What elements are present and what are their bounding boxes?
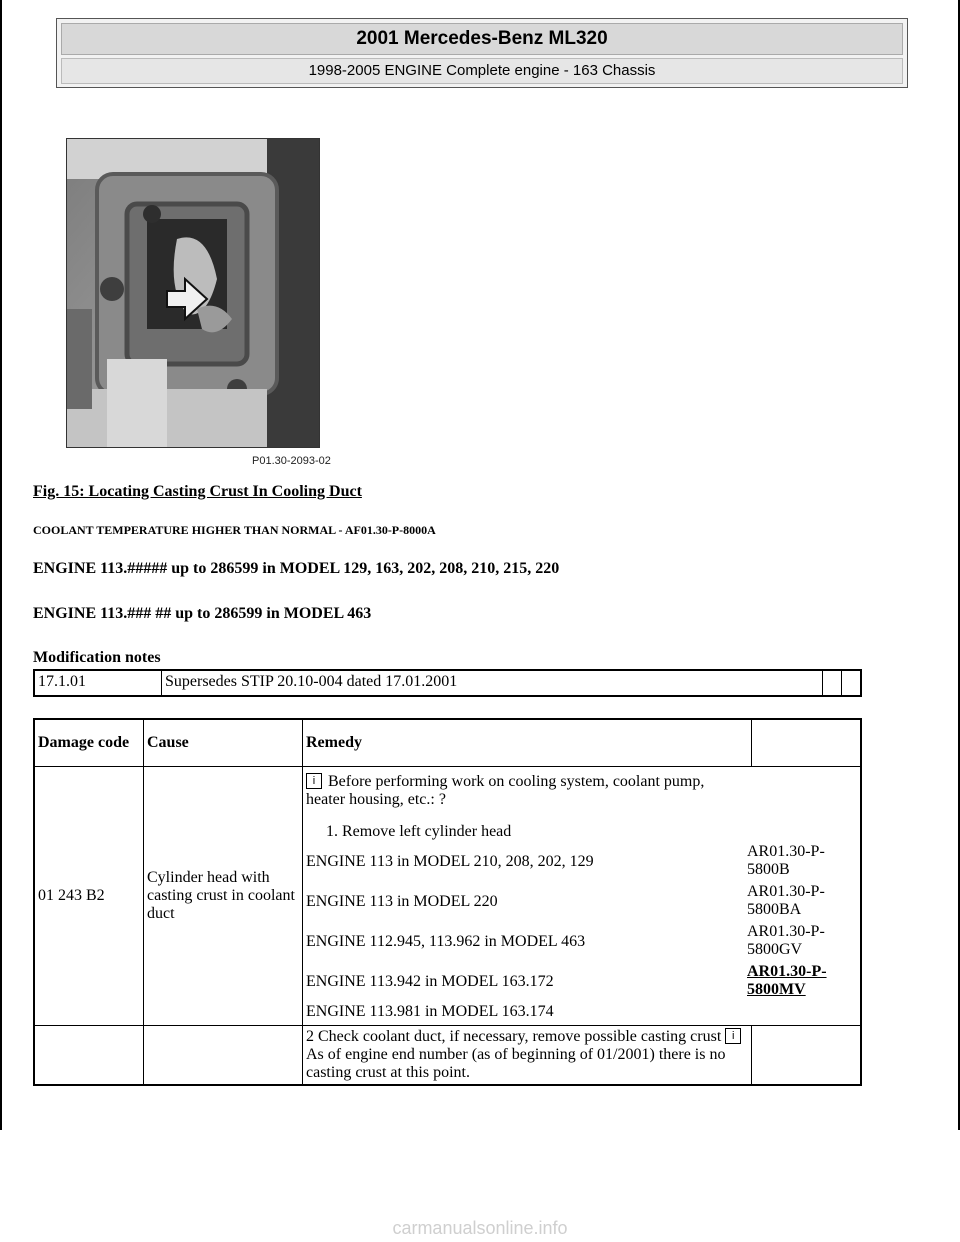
- remedy-step-2: 2 Check coolant duct, if necessary, remove possible casting crust: [306, 1028, 722, 1045]
- empty-cell: [752, 1026, 862, 1086]
- note-date: 17.1.01: [34, 670, 162, 696]
- reference-link[interactable]: AR01.30-P-5800B: [747, 843, 825, 878]
- figure-caption[interactable]: Fig. 15: Locating Casting Crust In Cooling Duct: [33, 483, 362, 500]
- reference-link[interactable]: AR01.30-P-5800GV: [747, 923, 825, 958]
- list-item: ENGINE 113.981 in MODEL 163.174: [306, 1003, 857, 1021]
- damage-code-cell: 01 243 B2: [34, 767, 144, 1026]
- section-subhead: COOLANT TEMPERATURE HIGHER THAN NORMAL - AF01.30-P-8000A: [33, 523, 436, 537]
- cause-cell: Cylinder head with casting crust in coolant duct: [144, 767, 303, 1026]
- header-damage-code: Damage code: [34, 719, 144, 767]
- cylinder-head-photo: [67, 139, 320, 448]
- empty-cell: [842, 670, 862, 696]
- header-subtitle: 1998-2005 ENGINE Complete engine - 163 Chassis: [61, 58, 903, 84]
- reference-link[interactable]: AR01.30-P-5800BA: [747, 883, 825, 918]
- engine-applicability-2: ENGINE 113.### ## up to 286599 in MODEL 463: [33, 605, 372, 622]
- table-row: [34, 670, 861, 696]
- remedy-intro: Before performing work on cooling system, coolant pump, heater housing, etc.: ?: [306, 773, 705, 808]
- modification-notes-table: [33, 669, 862, 697]
- info-icon[interactable]: i: [725, 1028, 741, 1044]
- document-header: [56, 18, 908, 88]
- info-icon[interactable]: i: [306, 773, 322, 789]
- header-remedy: Remedy: [303, 719, 752, 767]
- remedy-cell: [303, 767, 862, 1026]
- list-item: ENGINE 112.945, 113.962 in MODEL 463 AR01.30-P-5800GV: [306, 923, 857, 959]
- figure-photo: [66, 138, 320, 448]
- remedy-cell: [303, 1026, 752, 1086]
- watermark: carmanualsonline.info: [392, 1218, 568, 1238]
- reference-link[interactable]: AR01.30-P-5800MV: [747, 963, 827, 998]
- header-title: 2001 Mercedes-Benz ML320: [61, 23, 903, 55]
- remedy-note: As of engine end number (as of beginning of 01/2001) there is no casting crust at this point.: [306, 1046, 726, 1081]
- header-reference: [752, 719, 862, 767]
- note-text: Supersedes STIP 20.10-004 dated 17.01.2001: [162, 670, 823, 696]
- modification-notes-heading: Modification notes: [33, 649, 161, 666]
- table-header-row: [34, 719, 861, 767]
- figure-code: P01.30-2093-02: [252, 455, 331, 467]
- list-item: ENGINE 113.942 in MODEL 163.172 AR01.30-P-5800MV: [306, 963, 857, 999]
- list-item: ENGINE 113 in MODEL 220 AR01.30-P-5800BA: [306, 883, 857, 919]
- empty-cell: [144, 1026, 303, 1086]
- list-item: ENGINE 113 in MODEL 210, 208, 202, 129 AR01.30-P-5800B: [306, 843, 857, 879]
- list-item: 1. Remove left cylinder head: [342, 823, 742, 841]
- table-row: [34, 1026, 861, 1086]
- engine-applicability-1: ENGINE 113.##### up to 286599 in MODEL 129, 163, 202, 208, 210, 215, 220: [33, 560, 560, 577]
- empty-cell: [823, 670, 842, 696]
- remedy-steps: [306, 823, 742, 841]
- header-cause: Cause: [144, 719, 303, 767]
- reference-link: [747, 1003, 857, 1021]
- diagnosis-table: [33, 718, 862, 1086]
- page-left-border: [0, 0, 2, 1130]
- empty-cell: [34, 1026, 144, 1086]
- table-row: [34, 767, 861, 1026]
